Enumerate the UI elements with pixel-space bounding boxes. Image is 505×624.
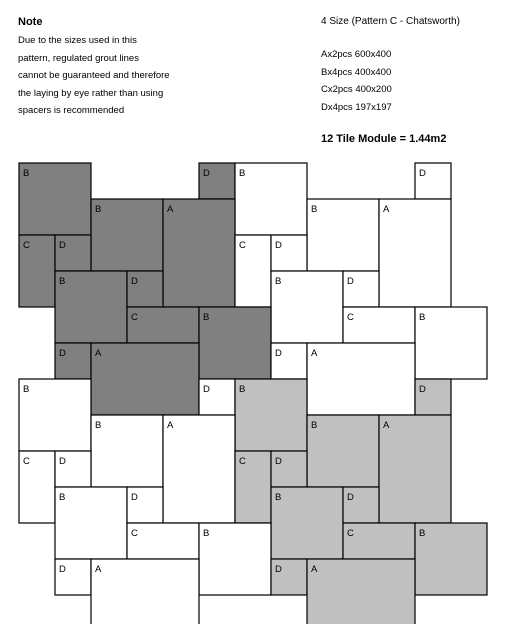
tile-b [199,523,271,595]
tile-c [235,451,271,523]
tile-label: D [275,348,282,359]
tile-label: B [419,528,426,539]
tile-label: B [203,312,210,323]
tile-d [271,451,307,487]
tile-a [91,343,199,415]
tile-shape [235,163,307,235]
tile-c [19,235,55,307]
tile-shape [199,523,271,595]
tile-label: D [59,456,66,467]
tile-shape [379,415,451,523]
tile-label: D [203,168,210,179]
tile-label: D [59,348,66,359]
tile-c [343,523,415,559]
tile-b [415,523,487,595]
tile-d [271,559,307,595]
tile-shape [163,199,235,307]
module-total: 12 Tile Module = 1.44m2 [321,133,447,145]
tile-b [235,379,307,451]
tile-label: A [311,348,318,359]
tile-label: D [275,456,282,467]
tile-d [343,487,379,523]
tile-label: B [419,312,426,323]
tile-label: A [95,564,102,575]
tile-b [307,199,379,271]
tile-label: A [311,564,318,575]
tile-b [91,199,163,271]
pattern-title: 4 Size (Pattern C - Chatsworth) [321,16,460,27]
tile-label: B [275,276,282,287]
tile-label: B [239,384,246,395]
tile-shape [91,559,199,624]
tile-d [55,451,91,487]
tile-label: B [23,168,30,179]
tile-shape [19,163,91,235]
tile-label: D [347,492,354,503]
tile-c [127,307,199,343]
tile-d [199,163,235,199]
tile-shape [307,559,415,624]
tile-label: D [131,276,138,287]
note-line: spacers is recommended [18,105,125,116]
tile-d [271,343,307,379]
tile-b [271,271,343,343]
tile-label: D [203,384,210,395]
tile-d [127,271,163,307]
tile-shape [91,343,199,415]
tile-d [415,379,451,415]
note-line: cannot be guaranteed and therefore [18,70,170,81]
tile-label: B [239,168,246,179]
tile-label: C [131,528,138,539]
tile-d [271,235,307,271]
tile-b [55,271,127,343]
tile-shape [271,271,343,343]
tile-label: D [419,168,426,179]
tile-label: B [95,420,102,431]
tile-c [19,451,55,523]
tile-b [91,415,163,487]
tile-label: B [23,384,30,395]
tile-shape [271,487,343,559]
tile-label: C [347,312,354,323]
tile-a [379,199,451,307]
note-line: Due to the sizes used in this [18,35,137,46]
tile-label: C [239,240,246,251]
tile-label: A [167,420,174,431]
tile-a [307,559,415,624]
tile-b [415,307,487,379]
tile-label: C [23,240,30,251]
size-line-d: Dx4pcs 197x197 [321,101,392,113]
tile-label: C [347,528,354,539]
tile-d [55,343,91,379]
tile-b [271,487,343,559]
tile-shape [307,199,379,271]
tile-label: D [59,564,66,575]
tile-c [235,235,271,307]
tile-b [307,415,379,487]
tile-c [343,307,415,343]
tile-label: B [311,420,318,431]
tile-shape [91,199,163,271]
tile-label: A [383,204,390,215]
tile-shape [91,415,163,487]
tile-label: B [311,204,318,215]
tile-shape [55,271,127,343]
tile-d [127,487,163,523]
tile-label: C [23,456,30,467]
size-line-a: Ax2pcs 600x400 [321,49,392,60]
tile-label: B [203,528,210,539]
size-line-b: Bx4pcs 400x400 [321,66,392,78]
tile-shape [379,199,451,307]
tile-label: D [275,240,282,251]
tile-shape [19,379,91,451]
tile-a [163,199,235,307]
tile-d [199,379,235,415]
tile-label: B [59,492,66,503]
tile-label: B [95,204,102,215]
tile-d [55,235,91,271]
tile-label: A [167,204,174,215]
tile-a [307,343,415,415]
tile-label: B [275,492,282,503]
tile-label: B [59,276,66,287]
tile-b [55,487,127,559]
tile-shape [415,307,487,379]
tile-shape [199,307,271,379]
tile-label: A [95,348,102,359]
size-line-c: Cx2pcs 400x200 [321,84,392,95]
tile-label: D [275,564,282,575]
tile-b [19,379,91,451]
tile-c [127,523,199,559]
tile-shape [55,487,127,559]
tile-shape [235,379,307,451]
tile-label: D [59,240,66,251]
tile-a [163,415,235,523]
tile-d [55,559,91,595]
tile-shape [307,343,415,415]
note-line: the laying by eye rather than using [18,87,164,99]
tile-shape [307,415,379,487]
tile-label: D [419,384,426,395]
tile-shape [163,415,235,523]
tile-d [343,271,379,307]
tile-shape [415,523,487,595]
tile-a [91,559,199,624]
tile-b [199,307,271,379]
tile-a [379,415,451,523]
tile-b [235,163,307,235]
tile-d [415,163,451,199]
tile-label: A [383,420,390,431]
note-title: Note [18,16,43,28]
note-line: pattern, regulated grout lines [18,52,139,64]
tile-label: C [131,312,138,323]
tile-label: D [131,492,138,503]
tile-b [19,163,91,235]
tile-label: C [239,456,246,467]
tile-label: D [347,276,354,287]
